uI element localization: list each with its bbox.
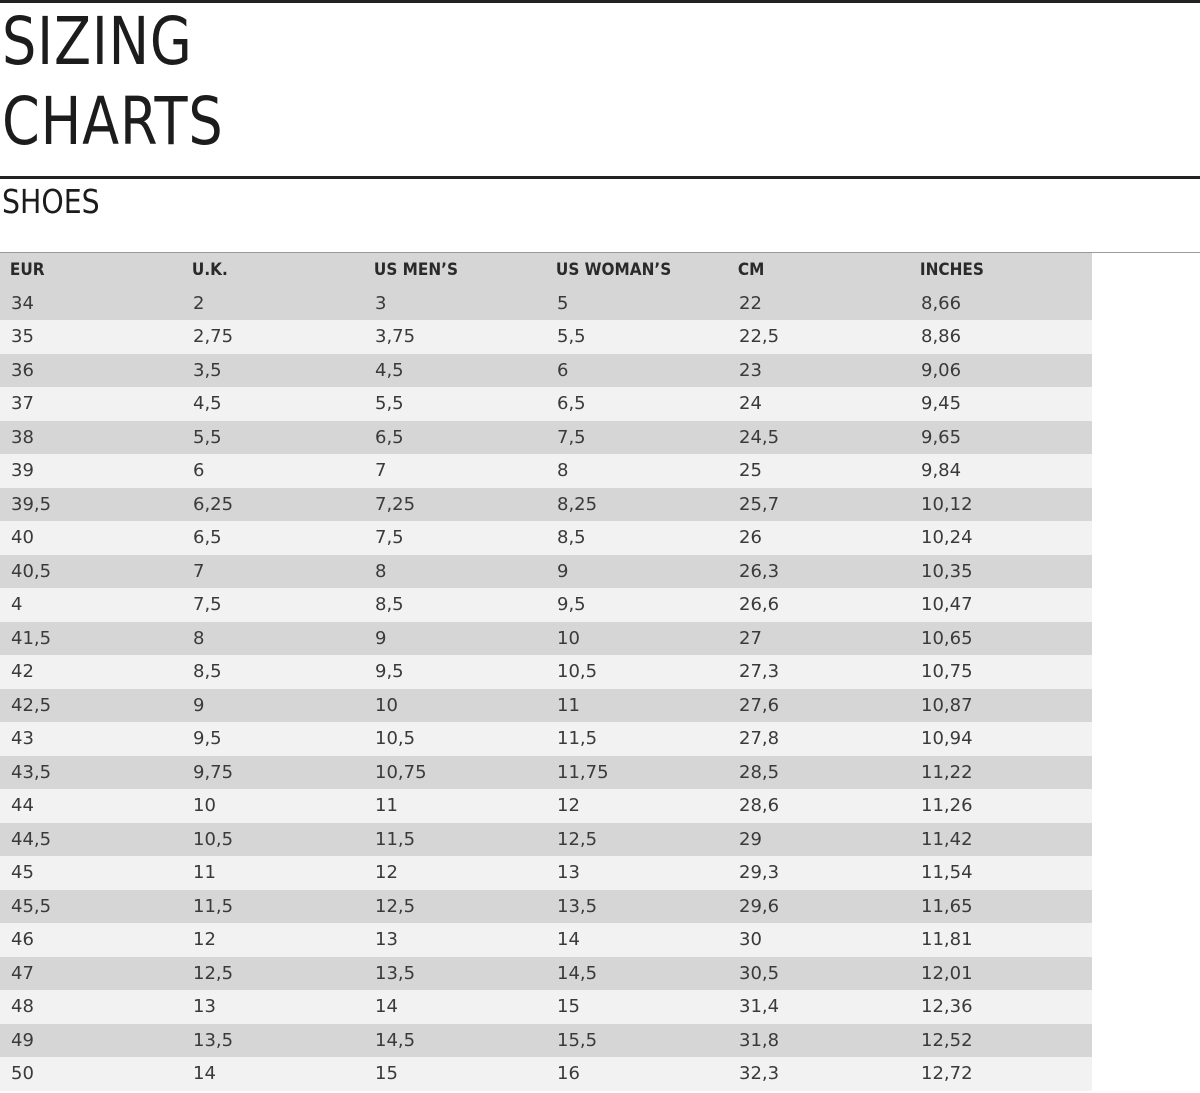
table-cell-us-woman: 6,5 bbox=[557, 393, 586, 415]
table-cell-cm: 22 bbox=[739, 292, 762, 314]
table-cell-inches: 10,87 bbox=[921, 694, 973, 716]
table-cell-inches: 10,75 bbox=[921, 661, 973, 683]
table-cell-uk: 8,5 bbox=[193, 661, 222, 683]
table-row bbox=[0, 387, 1092, 421]
table-cell-inches: 12,01 bbox=[921, 962, 973, 984]
table-row bbox=[0, 488, 1092, 522]
table-cell-cm: 31,8 bbox=[739, 1029, 780, 1051]
table-cell-cm: 25 bbox=[739, 460, 762, 482]
table-cell-eur: 41,5 bbox=[11, 627, 52, 649]
table-cell-cm: 27,3 bbox=[739, 661, 780, 683]
table-cell-uk: 11,5 bbox=[193, 895, 234, 917]
table-cell-eur: 44,5 bbox=[11, 828, 52, 850]
table-cell-eur: 49 bbox=[11, 1029, 34, 1051]
table-cell-cm: 30,5 bbox=[739, 962, 780, 984]
table-row bbox=[0, 856, 1092, 890]
table-cell-us-men: 10 bbox=[375, 694, 398, 716]
table-cell-us-woman: 14,5 bbox=[557, 962, 598, 984]
table-cell-cm: 27 bbox=[739, 627, 762, 649]
table-cell-uk: 7 bbox=[193, 560, 205, 582]
table-cell-eur: 34 bbox=[11, 292, 34, 314]
table-cell-uk: 8 bbox=[193, 627, 205, 649]
table-cell-uk: 11 bbox=[193, 862, 216, 884]
table-cell-uk: 14 bbox=[193, 1063, 216, 1085]
table-cell-us-woman: 12 bbox=[557, 795, 580, 817]
table-row bbox=[0, 823, 1092, 857]
table-cell-us-men: 3 bbox=[375, 292, 387, 314]
table-cell-us-woman: 9 bbox=[557, 560, 569, 582]
table-cell-us-men: 11 bbox=[375, 795, 398, 817]
table-cell-cm: 28,5 bbox=[739, 761, 780, 783]
table-row bbox=[0, 354, 1092, 388]
table-cell-us-men: 6,5 bbox=[375, 426, 404, 448]
table-row bbox=[0, 521, 1092, 555]
table-cell-us-woman: 8 bbox=[557, 460, 569, 482]
page-title bbox=[2, 2, 224, 162]
table-cell-uk: 12 bbox=[193, 929, 216, 951]
table-cell-us-men: 13,5 bbox=[375, 962, 416, 984]
table-cell-us-woman: 14 bbox=[557, 929, 580, 951]
table-cell-us-woman: 8,25 bbox=[557, 493, 598, 515]
column-header-us-men: US MEN’S bbox=[373, 259, 458, 280]
table-cell-inches: 9,84 bbox=[921, 460, 962, 482]
table-cell-uk: 6 bbox=[193, 460, 205, 482]
table-row bbox=[0, 454, 1092, 488]
page-title-line1: SIZING bbox=[2, 3, 193, 80]
table-cell-us-woman: 13 bbox=[557, 862, 580, 884]
table-cell-us-woman: 6 bbox=[557, 359, 569, 381]
table-cell-eur: 45,5 bbox=[11, 895, 52, 917]
table-cell-inches: 8,66 bbox=[921, 292, 962, 314]
table-cell-eur: 40 bbox=[11, 527, 34, 549]
table-cell-cm: 24 bbox=[739, 393, 762, 415]
table-cell-eur: 43,5 bbox=[11, 761, 52, 783]
table-cell-us-men: 8 bbox=[375, 560, 387, 582]
table-cell-inches: 12,72 bbox=[921, 1063, 973, 1085]
table-cell-eur: 45 bbox=[11, 862, 34, 884]
table-cell-inches: 11,26 bbox=[921, 795, 973, 817]
table-cell-inches: 10,94 bbox=[921, 728, 973, 750]
table-cell-uk: 2 bbox=[193, 292, 205, 314]
table-row bbox=[0, 320, 1092, 354]
table-cell-uk: 9,5 bbox=[193, 728, 222, 750]
table-cell-us-woman: 7,5 bbox=[557, 426, 586, 448]
table-cell-cm: 22,5 bbox=[739, 326, 780, 348]
table-cell-cm: 25,7 bbox=[739, 493, 780, 515]
table-row bbox=[0, 421, 1092, 455]
table-cell-uk: 13 bbox=[193, 996, 216, 1018]
table-row bbox=[0, 555, 1092, 589]
table-cell-uk: 3,5 bbox=[193, 359, 222, 381]
table-cell-uk: 12,5 bbox=[193, 962, 234, 984]
table-cell-uk: 10,5 bbox=[193, 828, 234, 850]
table-row bbox=[0, 1024, 1092, 1058]
table-cell-eur: 35 bbox=[11, 326, 34, 348]
table-row bbox=[0, 622, 1092, 656]
table-cell-cm: 23 bbox=[739, 359, 762, 381]
table-row bbox=[0, 588, 1092, 622]
table-cell-uk: 2,75 bbox=[193, 326, 234, 348]
table-cell-us-woman: 11,5 bbox=[557, 728, 598, 750]
table-row bbox=[0, 655, 1092, 689]
table-cell-us-woman: 8,5 bbox=[557, 527, 586, 549]
table-cell-eur: 42 bbox=[11, 661, 34, 683]
table-cell-inches: 10,35 bbox=[921, 560, 973, 582]
column-header-cm: CM bbox=[737, 259, 765, 280]
table-cell-eur: 37 bbox=[11, 393, 34, 415]
table-cell-us-men: 11,5 bbox=[375, 828, 416, 850]
table-cell-us-woman: 16 bbox=[557, 1063, 580, 1085]
table-cell-cm: 31,4 bbox=[739, 996, 780, 1018]
table-cell-uk: 7,5 bbox=[193, 594, 222, 616]
table-cell-us-woman: 11 bbox=[557, 694, 580, 716]
table-cell-us-woman: 12,5 bbox=[557, 828, 598, 850]
table-cell-cm: 26,3 bbox=[739, 560, 780, 582]
table-cell-us-men: 5,5 bbox=[375, 393, 404, 415]
table-cell-inches: 10,24 bbox=[921, 527, 973, 549]
table-cell-inches: 10,12 bbox=[921, 493, 973, 515]
table-cell-us-men: 15 bbox=[375, 1063, 398, 1085]
table-cell-us-men: 13 bbox=[375, 929, 398, 951]
table-cell-eur: 46 bbox=[11, 929, 34, 951]
table-cell-inches: 11,42 bbox=[921, 828, 973, 850]
table-cell-uk: 5,5 bbox=[193, 426, 222, 448]
table-cell-eur: 39,5 bbox=[11, 493, 52, 515]
table-cell-eur: 43 bbox=[11, 728, 34, 750]
table-cell-eur: 38 bbox=[11, 426, 34, 448]
table-cell-eur: 50 bbox=[11, 1063, 34, 1085]
table-cell-inches: 11,54 bbox=[921, 862, 973, 884]
table-cell-inches: 11,22 bbox=[921, 761, 973, 783]
table-cell-eur: 47 bbox=[11, 962, 34, 984]
table-cell-cm: 27,6 bbox=[739, 694, 780, 716]
table-cell-us-men: 7,5 bbox=[375, 527, 404, 549]
table-cell-us-woman: 11,75 bbox=[557, 761, 609, 783]
table-cell-cm: 28,6 bbox=[739, 795, 780, 817]
section-divider bbox=[0, 176, 1200, 179]
table-cell-cm: 26 bbox=[739, 527, 762, 549]
table-cell-us-men: 14 bbox=[375, 996, 398, 1018]
table-cell-us-men: 10,5 bbox=[375, 728, 416, 750]
table-cell-inches: 9,06 bbox=[921, 359, 962, 381]
table-cell-cm: 26,6 bbox=[739, 594, 780, 616]
table-cell-cm: 30 bbox=[739, 929, 762, 951]
table-cell-uk: 9,75 bbox=[193, 761, 234, 783]
table-cell-inches: 10,65 bbox=[921, 627, 973, 649]
page-title-line2: CHARTS bbox=[2, 83, 224, 160]
table-cell-us-woman: 5 bbox=[557, 292, 569, 314]
table-cell-us-woman: 9,5 bbox=[557, 594, 586, 616]
table-cell-us-men: 3,75 bbox=[375, 326, 416, 348]
table-row bbox=[0, 789, 1092, 823]
table-cell-uk: 13,5 bbox=[193, 1029, 234, 1051]
table-cell-cm: 32,3 bbox=[739, 1063, 780, 1085]
table-cell-us-woman: 10 bbox=[557, 627, 580, 649]
table-cell-us-woman: 5,5 bbox=[557, 326, 586, 348]
table-cell-uk: 6,5 bbox=[193, 527, 222, 549]
table-cell-eur: 4 bbox=[11, 594, 23, 616]
table-row bbox=[0, 923, 1092, 957]
table-cell-cm: 27,8 bbox=[739, 728, 780, 750]
table-cell-us-men: 10,75 bbox=[375, 761, 427, 783]
table-cell-cm: 24,5 bbox=[739, 426, 780, 448]
table-cell-us-men: 12,5 bbox=[375, 895, 416, 917]
table-cell-inches: 12,52 bbox=[921, 1029, 973, 1051]
table-header-row bbox=[0, 253, 1092, 287]
table-cell-eur: 48 bbox=[11, 996, 34, 1018]
table-cell-uk: 4,5 bbox=[193, 393, 222, 415]
table-row bbox=[0, 1057, 1092, 1091]
table-cell-us-men: 9,5 bbox=[375, 661, 404, 683]
section-title: SHOES bbox=[2, 182, 100, 221]
table-cell-us-woman: 10,5 bbox=[557, 661, 598, 683]
table-cell-inches: 9,65 bbox=[921, 426, 962, 448]
table-cell-inches: 11,81 bbox=[921, 929, 973, 951]
table-cell-uk: 10 bbox=[193, 795, 216, 817]
table-cell-us-men: 4,5 bbox=[375, 359, 404, 381]
table-row bbox=[0, 689, 1092, 723]
table-cell-us-men: 7,25 bbox=[375, 493, 416, 515]
table-cell-eur: 42,5 bbox=[11, 694, 52, 716]
shoe-size-table bbox=[0, 253, 1092, 1091]
table-cell-eur: 40,5 bbox=[11, 560, 52, 582]
table-cell-inches: 9,45 bbox=[921, 393, 962, 415]
table-cell-us-men: 14,5 bbox=[375, 1029, 416, 1051]
table-cell-us-woman: 15 bbox=[557, 996, 580, 1018]
table-cell-cm: 29 bbox=[739, 828, 762, 850]
table-row bbox=[0, 756, 1092, 790]
table-cell-us-woman: 13,5 bbox=[557, 895, 598, 917]
table-cell-uk: 9 bbox=[193, 694, 205, 716]
table-cell-us-men: 7 bbox=[375, 460, 387, 482]
table-cell-cm: 29,3 bbox=[739, 862, 780, 884]
table-row bbox=[0, 890, 1092, 924]
column-header-inches: INCHES bbox=[919, 259, 984, 280]
column-header-uk: U.K. bbox=[191, 259, 228, 280]
table-cell-cm: 29,6 bbox=[739, 895, 780, 917]
table-cell-us-men: 8,5 bbox=[375, 594, 404, 616]
table-cell-inches: 11,65 bbox=[921, 895, 973, 917]
table-cell-uk: 6,25 bbox=[193, 493, 234, 515]
table-cell-inches: 10,47 bbox=[921, 594, 973, 616]
table-row bbox=[0, 990, 1092, 1024]
table-row bbox=[0, 287, 1092, 321]
table-cell-inches: 12,36 bbox=[921, 996, 973, 1018]
table-cell-eur: 44 bbox=[11, 795, 34, 817]
table-cell-inches: 8,86 bbox=[921, 326, 962, 348]
table-cell-us-woman: 15,5 bbox=[557, 1029, 598, 1051]
column-header-eur: EUR bbox=[9, 259, 45, 280]
table-row bbox=[0, 957, 1092, 991]
table-cell-eur: 36 bbox=[11, 359, 34, 381]
table-row bbox=[0, 722, 1092, 756]
table-cell-us-men: 12 bbox=[375, 862, 398, 884]
table-cell-eur: 39 bbox=[11, 460, 34, 482]
table-cell-us-men: 9 bbox=[375, 627, 387, 649]
column-header-us-woman: US WOMAN’S bbox=[555, 259, 672, 280]
